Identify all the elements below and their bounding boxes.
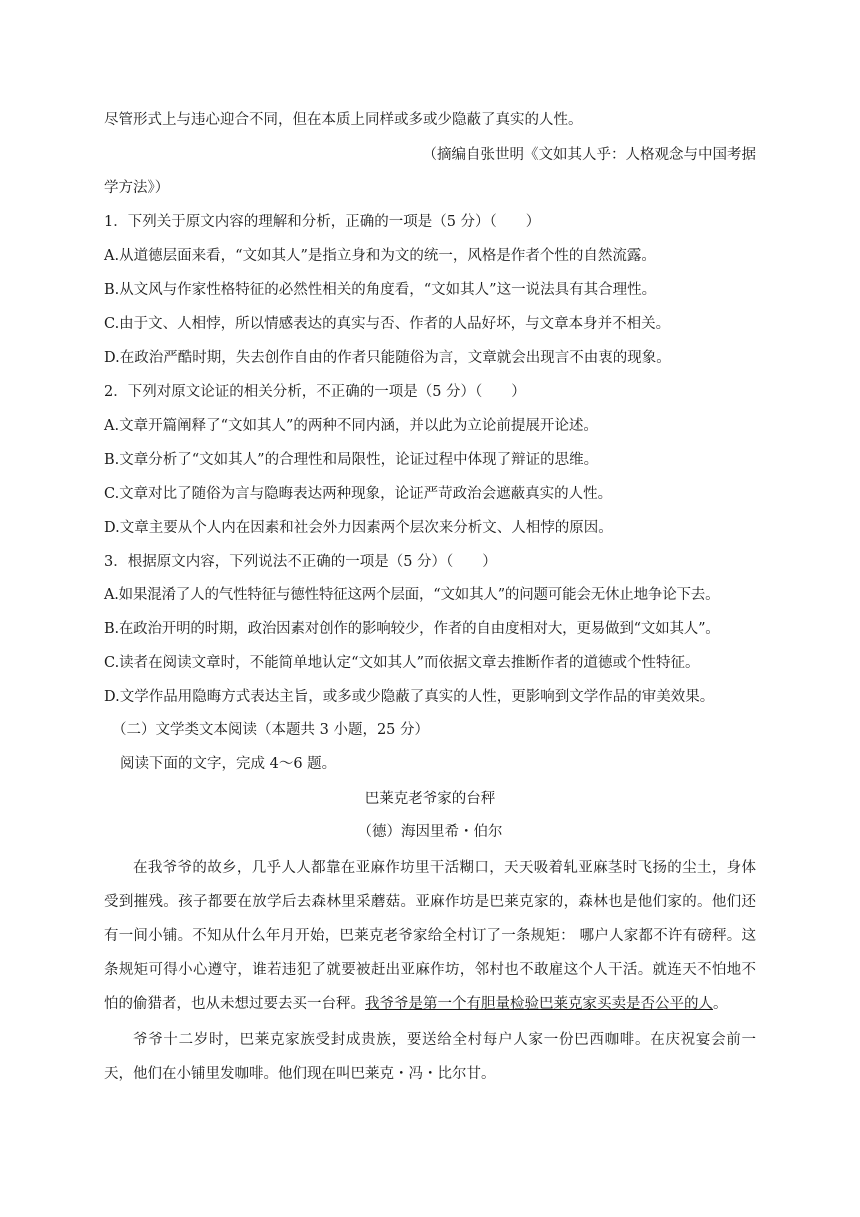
question-3-option-c: C.读者在阅读文章时，不能简单地认定“文如其人”而依据文章去推断作者的道德或个性特征。: [104, 655, 700, 671]
story-title: 巴莱克老爷家的台秤: [364, 791, 496, 807]
question-2-stem: 2．下列对原文论证的相关分析，不正确的一项是（5 分）（ ）: [104, 384, 526, 400]
question-3-stem: 3．根据原文内容，下列说法不正确的一项是（5 分）（ ）: [104, 554, 497, 570]
citation-line: （摘编自张世明《文如其人乎：人格观念与中国考据: [422, 147, 756, 163]
section-heading: （二）文学类文本阅读（本题共 3 小题，25 分）: [112, 722, 430, 738]
question-2-option-a: A.文章开篇阐释了“文如其人”的两种不同内涵，并以此为立论前提展开论述。: [104, 418, 598, 434]
question-1-option-d: D.在政治严酷时期，失去创作自由的作者只能随俗为言，文章就会出现言不由衷的现象。: [104, 350, 671, 366]
question-3-option-b: B.在政治开明的时期，政治因素对创作的影响较少，作者的自由度相对大，更易做到“文如其人”。: [104, 621, 720, 637]
question-2-option-b: B.文章分析了“文如其人”的合理性和局限性，论证过程中体现了辩证的思维。: [104, 452, 599, 468]
citation-line: 学方法》）: [104, 180, 170, 196]
question-1-option-b: B.从文风与作家性格特征的必然性相关的角度看，“文如其人”这一说法具有其合理性。: [104, 282, 657, 298]
story-paragraph: [104, 851, 756, 1021]
question-1-option-a: A.从道德层面来看，“文如其人”是指立身和为文的统一，风格是作者个性的自然流露。: [104, 248, 656, 264]
paragraph-end: 。: [713, 996, 728, 1012]
question-3-option-d: D.文学作品用隐晦方式表达主旨，或多或少隐蔽了真实的人性，更影响到文学作品的审美效果。: [104, 689, 715, 705]
section-instruction: 阅读下面的文字，完成 4～6 题。: [120, 756, 337, 772]
question-1-stem: 1．下列关于原文内容的理解和分析，正确的一项是（5 分）（ ）: [104, 214, 541, 230]
paragraph-text: 在我爷爷的故乡，几乎人人都靠在亚麻作坊里干活糊口，天天吸着轧亚麻茎时飞扬的尘土，身体受到摧残。孩子都要在放学后去森林里采蘑菇。亚麻作坊是巴莱克家的，森林也是他们家的。他们还有一间小铺。不知从什么年月开始，巴莱克老爷家给全村订了一条规矩： 哪户人家都不许有磅秤。这条规矩可得小心遵守，谁若违犯了就要被赶出亚麻作坊，邻村也不敢雇这个人干活。就连天不怕地不怕的偷猎者，也从未想过要去买一台秤。: [104, 860, 756, 1012]
question-2-option-c: C.文章对比了随俗为言与隐晦表达两种现象，论证严苛政治会遮蔽真实的人性。: [104, 486, 613, 502]
question-3-option-a: A.如果混淆了人的气性特征与德性特征这两个层面，“文如其人”的问题可能会无休止地争论下去。: [104, 587, 720, 603]
text-line: 尽管形式上与违心迎合不同，但在本质上同样或多或少隐蔽了真实的人性。: [104, 112, 583, 128]
story-body: [104, 851, 756, 1091]
question-1-option-c: C.由于文、人相悖，所以情感表达的真实与否、作者的人品好坏，与文章本身并不相关。: [104, 316, 671, 332]
underlined-sentence: 我爷爷是第一个有胆量检验巴莱克家买卖是否公平的人: [365, 996, 713, 1012]
story-author: （德）海因里希・伯尔: [357, 824, 503, 840]
story-paragraph: 爷爷十二岁时，巴莱克家族受封成贵族，要送给全村每户人家一份巴西咖啡。在庆祝宴会前一天，他们在小铺里发咖啡。他们现在叫巴莱克・冯・比尔甘。: [104, 1032, 756, 1082]
question-2-option-d: D.文章主要从个人内在因素和社会外力因素两个层次来分析文、人相悖的原因。: [104, 520, 613, 536]
